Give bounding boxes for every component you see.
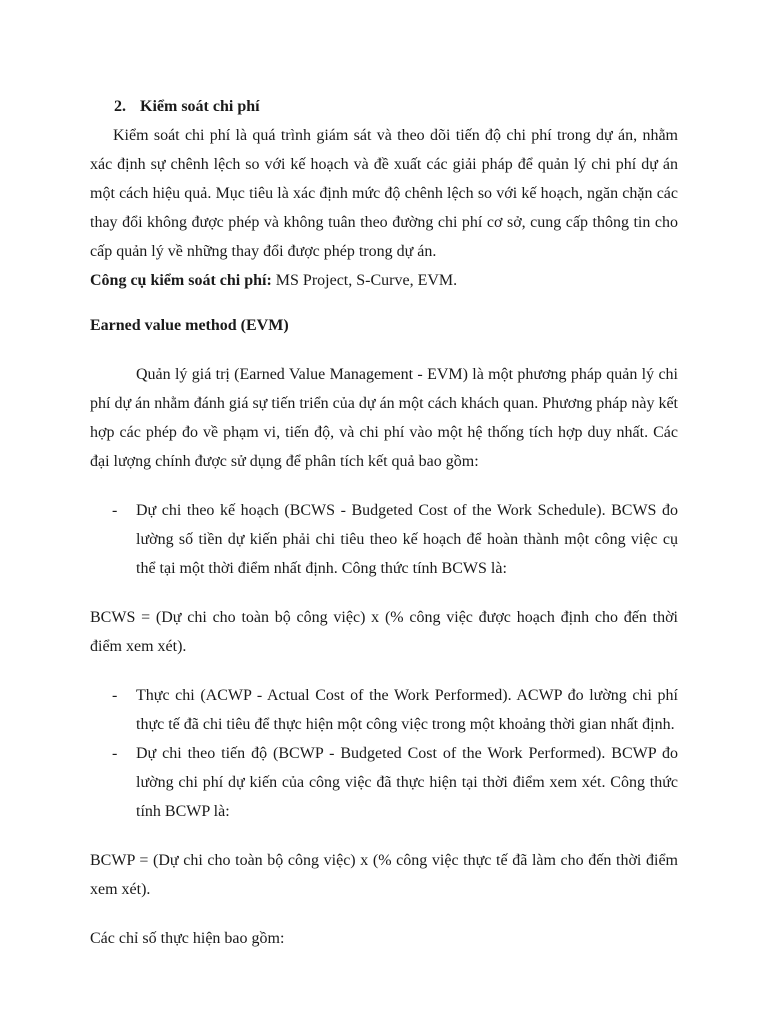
- intro-paragraph: Kiểm soát chi phí là quá trình giám sát và theo dõi tiến độ chi phí trong dự án, nhằm xác định sự chênh lệch so với kế hoạch và đề xuất các giải pháp để quản lý chi phí dự án một cách hiệu quả. Mục tiêu là xác định mức độ chênh lệch so với kế hoạch, ngăn chặn các thay đổi không được phép và không tuân theo đường chi phí cơ sở, cung cấp thông tin cho cấp quản lý về những thay đổi được phép trong dự án.: [90, 127, 678, 260]
- list-item-bcws: [90, 496, 678, 583]
- acwp-bcwp-list: [90, 681, 678, 826]
- list-item-acwp: [90, 681, 678, 739]
- indicators-intro: Các chỉ số thực hiện bao gồm:: [90, 930, 285, 947]
- bcws-list: [90, 496, 678, 583]
- acwp-text: Thực chi (ACWP - Actual Cost of the Work Performed). ACWP đo lường chi phí thực tế đã chi tiêu để thực hiện một công việc trong một khoảng thời gian nhất định.: [136, 687, 678, 733]
- list-item-bcwp: [90, 739, 678, 826]
- list-dash: -: [112, 502, 118, 519]
- bcwp-text: Dự chi theo tiến độ (BCWP - Budgeted Cost of the Work Performed). BCWP đo lường chi phí dự kiến của công việc đã thực hiện tại thời điểm xem xét. Công thức tính BCWP là:: [136, 745, 678, 820]
- bcws-text: Dự chi theo kế hoạch (BCWS - Budgeted Cost of the Work Schedule). BCWS đo lường số tiền dự kiến phải chi tiêu theo kế hoạch để hoàn thành một công việc cụ thể tại một thời điểm nhất định. Công thức tính BCWS là:: [136, 502, 678, 577]
- list-dash: -: [112, 687, 118, 704]
- evm-paragraph: Quản lý giá trị (Earned Value Management - EVM) là một phương pháp quản lý chi phí dự án nhằm đánh giá sự tiến triển của dự án một cách khách quan. Phương pháp này kết hợp các phép đo về phạm vi, tiến độ, và chi phí vào một hệ thống tích hợp duy nhất. Các đại lượng chính được sử dụng để phân tích kết quả bao gồm:: [90, 366, 678, 470]
- section-number: 2.: [114, 98, 126, 115]
- evm-heading: Earned value method (EVM): [90, 317, 289, 334]
- list-dash: -: [112, 745, 118, 762]
- tools-label: Công cụ kiểm soát chi phí:: [90, 272, 272, 289]
- tools-line: [90, 266, 678, 295]
- bcwp-formula: BCWP = (Dự chi cho toàn bộ công việc) x (% công việc thực tế đã làm cho đến thời điểm xem xét).: [90, 852, 678, 898]
- bcws-formula: BCWS = (Dự chi cho toàn bộ công việc) x (% công việc được hoạch định cho đến thời điểm xem xét).: [90, 609, 678, 655]
- section-title: Kiểm soát chi phí: [140, 98, 260, 115]
- section-heading: [90, 92, 678, 121]
- tools-value: MS Project, S-Curve, EVM.: [271, 272, 458, 289]
